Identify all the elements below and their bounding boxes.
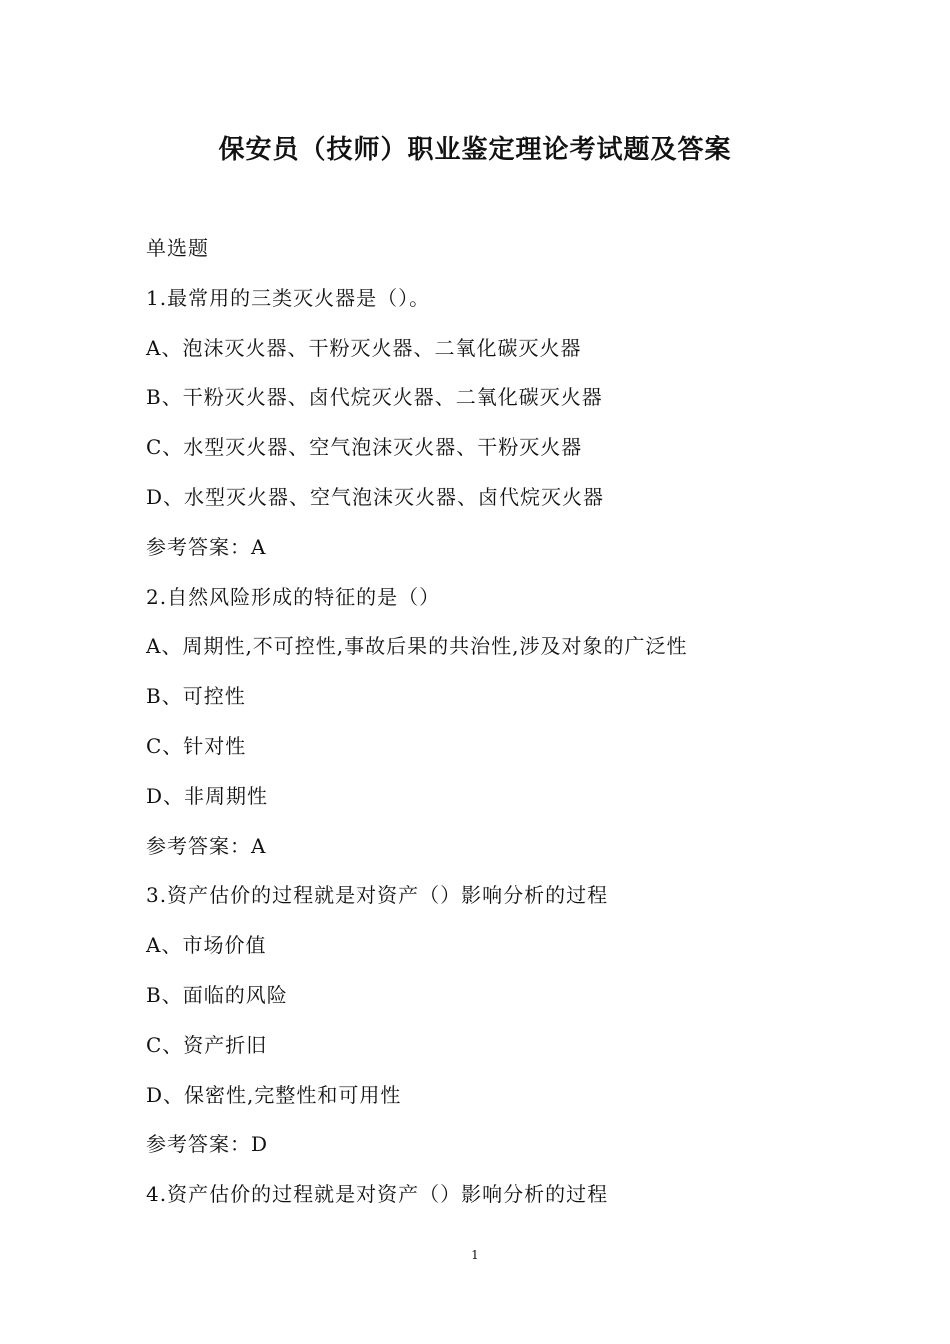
question-1-answer: 参考答案：A <box>146 534 267 559</box>
page-number: 1 <box>471 1248 479 1262</box>
question-3-answer: 参考答案：D <box>146 1132 269 1157</box>
question-2-option-c: C、针对性 <box>146 733 247 758</box>
question-1-option-b: B、干粉灭火器、卤代烷灭火器、二氧化碳灭火器 <box>146 385 603 410</box>
question-3-option-a: A、市场价值 <box>146 933 267 958</box>
question-3: 3.资产估价的过程就是对资产（）影响分析的过程 <box>146 883 609 908</box>
section-heading: 单选题 <box>146 236 209 260</box>
question-2-option-b: B、可控性 <box>146 684 246 709</box>
question-1-option-d: D、水型灭火器、空气泡沫灭火器、卤代烷灭火器 <box>146 484 605 509</box>
question-1-option-a: A、泡沫灭火器、干粉灭火器、二氧化碳灭火器 <box>146 335 582 360</box>
question-1-option-c: C、水型灭火器、空气泡沫灭火器、干粉灭火器 <box>146 435 583 460</box>
question-2-answer: 参考答案：A <box>146 833 267 858</box>
question-2-option-d: D、非周期性 <box>146 783 269 808</box>
document-body <box>146 232 846 1228</box>
question-4: 4.资产估价的过程就是对资产（）影响分析的过程 <box>146 1182 609 1207</box>
question-2: 2.自然风险形成的特征的是（） <box>146 584 441 609</box>
question-3-option-d: D、保密性,完整性和可用性 <box>146 1082 402 1107</box>
question-3-option-b: B、面临的风险 <box>146 982 288 1007</box>
document-title: 保安员（技师）职业鉴定理论考试题及答案 <box>218 135 732 165</box>
question-2-option-a: A、周期性,不可控性,事故后果的共治性,涉及对象的广泛性 <box>146 634 688 659</box>
question-3-option-c: C、资产折旧 <box>146 1032 268 1057</box>
question-1: 1.最常用的三类灭火器是（）。 <box>146 285 431 310</box>
